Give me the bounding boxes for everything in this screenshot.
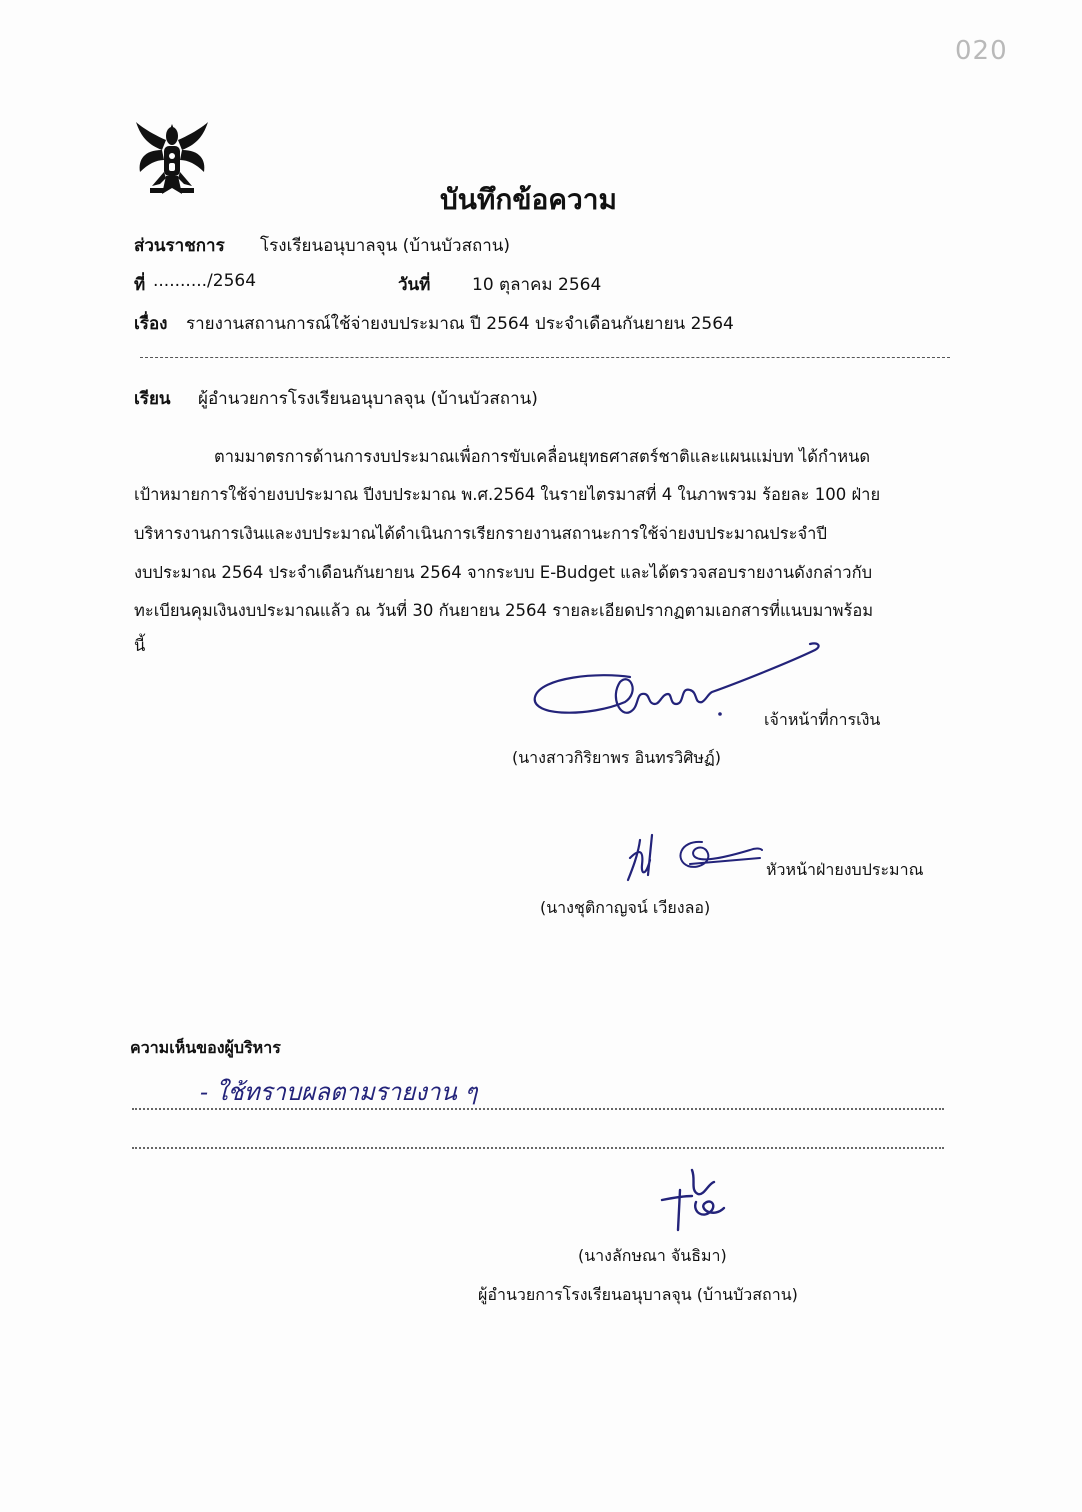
ref-label: ที่ bbox=[134, 275, 146, 295]
executive-signature bbox=[652, 1160, 742, 1240]
ref-value: ........../2564 bbox=[153, 271, 257, 291]
finance-officer-position: เจ้าหน้าที่การเงิน bbox=[764, 710, 881, 729]
memo-title: บันทึกข้อความ bbox=[440, 183, 617, 216]
budget-head-name: (นางชุติกาญจน์ เวียงลอ) bbox=[540, 898, 711, 917]
salutation-value: ผู้อำนวยการโรงเรียนอนุบาลจุน (บ้านบัวสถาน) bbox=[198, 389, 538, 409]
budget-head-position: หัวหน้าฝ่ายงบประมาณ bbox=[766, 860, 924, 879]
agency-value: โรงเรียนอนุบาลจุน (บ้านบัวสถาน) bbox=[260, 236, 511, 256]
executive-opinion-handwritten: - ใช้ทราบผลตามรายงาน ๆ bbox=[200, 1078, 478, 1106]
opinion-line-2 bbox=[132, 1147, 944, 1149]
budget-head-signature bbox=[610, 820, 770, 900]
executive-opinion-label: ความเห็นของผู้บริหาร bbox=[130, 1038, 281, 1057]
body-line: บริหารงานการเงินและงบประมาณได้ดำเนินการเรียกรายงานสถานะการใช้จ่ายงบประมาณประจำปี bbox=[134, 524, 827, 543]
date-value: 10 ตุลาคม 2564 bbox=[472, 275, 602, 295]
executive-position: ผู้อำนวยการโรงเรียนอนุบาลจุน (บ้านบัวสถาน) bbox=[478, 1285, 798, 1304]
garuda-emblem-icon bbox=[132, 120, 212, 200]
subject-value: รายงานสถานการณ์ใช้จ่ายงบประมาณ ปี 2564 ประจำเดือนกันยายน 2564 bbox=[186, 314, 734, 334]
body-line: นี้ bbox=[134, 636, 146, 655]
finance-officer-name: (นางสาวกิริยาพร อินทรวิศิษฏ์) bbox=[512, 748, 721, 767]
subject-label: เรื่อง bbox=[134, 314, 168, 334]
date-label: วันที่ bbox=[398, 275, 431, 295]
body-line: เป้าหมายการใช้จ่ายงบประมาณ ปีงบประมาณ พ.ศ.2564 ในรายไตรมาสที่ 4 ในภาพรวม ร้อยละ 100 ฝ่าย bbox=[134, 485, 881, 504]
salutation-label: เรียน bbox=[134, 389, 171, 409]
executive-name: (นางลักษณา จันธิมา) bbox=[578, 1246, 727, 1265]
opinion-line-1 bbox=[132, 1108, 944, 1110]
header-divider bbox=[140, 357, 950, 358]
body-line: ตามมาตรการด้านการงบประมาณเพื่อการขับเคลื่อนยุทธศาสตร์ชาติและแผนแม่บท ได้กำหนด bbox=[214, 447, 871, 466]
agency-label: ส่วนราชการ bbox=[134, 236, 225, 256]
body-line: งบประมาณ 2564 ประจำเดือนกันยายน 2564 จากระบบ E-Budget และได้ตรวจสอบรายงานดังกล่าวกับ bbox=[134, 563, 873, 582]
body-line: ทะเบียนคุมเงินงบประมาณแล้ว ณ วันที่ 30 กันยายน 2564 รายละเอียดปรากฏตามเอกสารที่แนบมาพร้อม bbox=[134, 601, 874, 620]
page-number-mark: 020 bbox=[955, 36, 1008, 66]
